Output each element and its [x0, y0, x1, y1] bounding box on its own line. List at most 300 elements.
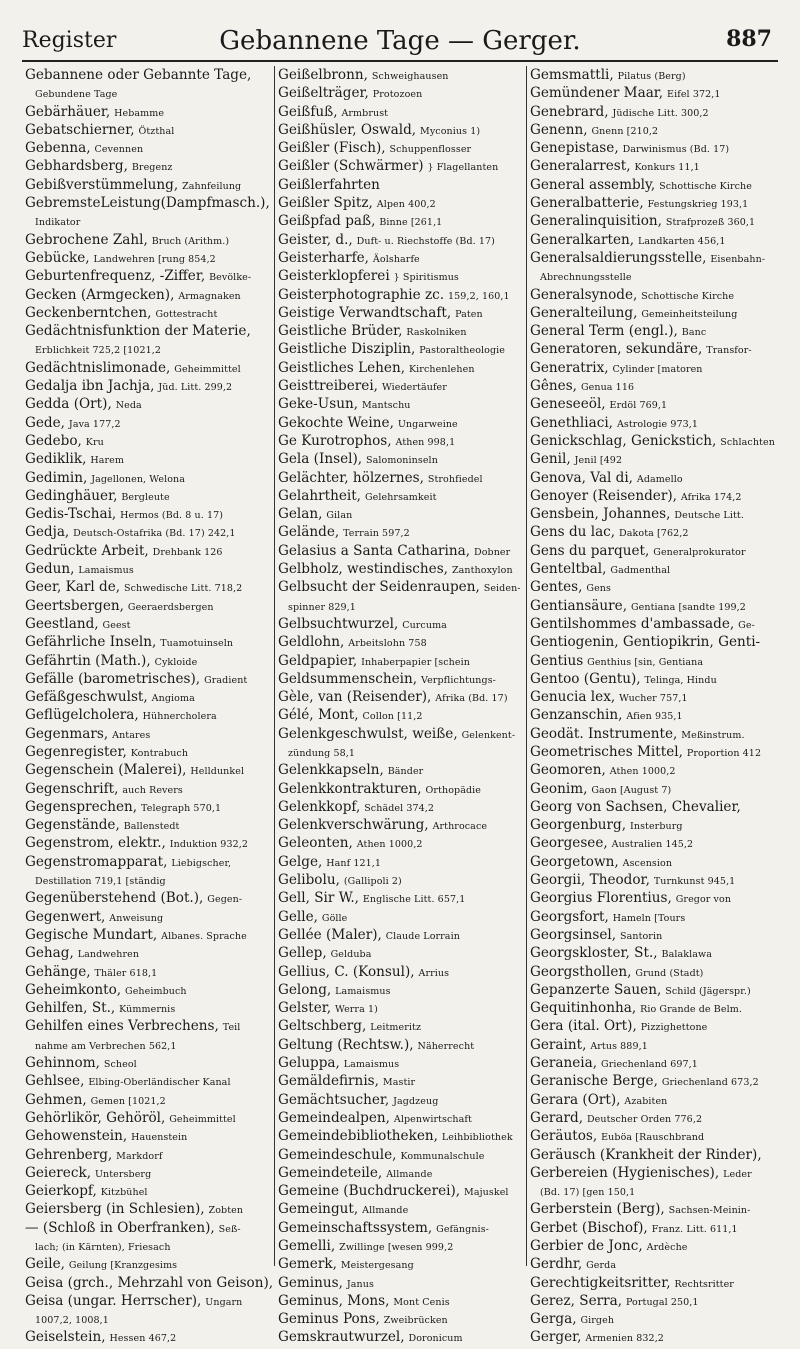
entry-headword: Geldlohn,	[278, 634, 345, 651]
index-entry	[278, 212, 523, 230]
entry-reference: spinner 829,1	[288, 601, 356, 613]
entry-reference: Hauenstein	[131, 1132, 188, 1144]
index-entry	[530, 212, 775, 230]
index-entry	[25, 1127, 271, 1145]
entry-reference: Harem	[90, 455, 124, 467]
entry-headword: Gegenschrift,	[25, 780, 119, 797]
index-entry	[530, 706, 775, 724]
entry-reference: Festungskrieg 193,1	[647, 199, 749, 211]
entry-headword: Geistliche Brüder,	[278, 323, 403, 340]
entry-headword: Gefälle (barometrisches),	[25, 670, 201, 687]
index-entry	[278, 1054, 523, 1072]
entry-headword: Gegenregister,	[25, 743, 127, 760]
index-entry	[278, 1164, 523, 1182]
index-entry	[278, 84, 523, 102]
entry-reference: } Spiritismus	[393, 272, 459, 284]
entry-headword: Generalteilung,	[530, 304, 638, 321]
entry-headword: Gegensprechen,	[25, 798, 138, 815]
entry-headword: Geißfuß,	[278, 103, 338, 120]
entry-reference: Leder	[723, 1168, 752, 1180]
index-entry	[278, 304, 523, 322]
entry-reference: Deutsch-Ostafrika (Bd. 17) 242,1	[73, 528, 236, 540]
index-entry	[530, 578, 775, 596]
index-entry	[278, 1017, 523, 1035]
entry-headword: Geißelträger,	[278, 85, 369, 102]
entry-headword: Gedrückte Arbeit,	[25, 542, 149, 559]
index-entry	[278, 1328, 523, 1346]
entry-reference: Geest	[102, 619, 131, 631]
entry-headword: Georg von Sachsen, Chevalier,	[530, 798, 741, 815]
entry-reference: Portugal 250,1	[625, 1296, 699, 1308]
index-entry	[25, 615, 271, 633]
index-entry	[278, 834, 523, 852]
index-entry	[25, 816, 271, 834]
entry-headword: General assembly,	[530, 176, 656, 193]
entry-headword: Geneseeöl,	[530, 396, 606, 413]
entry-headword: Gelenkkopf,	[278, 798, 361, 815]
index-entry	[530, 908, 775, 926]
entry-headword: Geiereck,	[25, 1164, 92, 1181]
index-entry	[278, 139, 523, 157]
entry-reference: Liebigscher,	[171, 857, 232, 869]
entry-headword: Geisterklopferei	[278, 268, 390, 285]
entry-headword: Geltung (Rechtsw.),	[278, 1036, 414, 1053]
running-head-left: Register	[22, 28, 117, 53]
entry-headword: Geluppa,	[278, 1055, 340, 1072]
index-entry	[530, 157, 775, 175]
entry-reference: Gebundene Tage	[35, 89, 118, 101]
index-entry	[530, 1255, 775, 1273]
index-entry	[530, 963, 775, 981]
index-entry	[278, 1274, 523, 1292]
index-entry	[530, 1274, 775, 1292]
entry-reference: Untersberg	[94, 1168, 152, 1180]
index-entry	[530, 395, 775, 413]
entry-headword: Gedinghäuer,	[25, 487, 118, 504]
index-entry	[25, 1017, 271, 1035]
entry-reference: (Gallipoli 2)	[343, 876, 402, 888]
entry-reference: Genua 116	[580, 382, 635, 394]
entry-headword: Gelenkkontrakturen,	[278, 780, 422, 797]
entry-headword: Gellep,	[278, 945, 327, 962]
entry-headword: Gerberstein (Berg),	[530, 1201, 665, 1218]
entry-reference: Artus 889,1	[590, 1040, 648, 1052]
entry-headword: Genenn,	[530, 121, 588, 138]
index-entry	[25, 706, 271, 724]
entry-reference: Schweighausen	[371, 71, 449, 82]
entry-headword: Geisa (grch., Mehrzahl von Geison),	[25, 1274, 274, 1291]
entry-headword: Gerard,	[530, 1109, 584, 1126]
entry-headword: Geräusch (Krankheit der Rinder),	[530, 1146, 762, 1163]
entry-reference: Schwedische Litt. 718,2	[124, 583, 243, 595]
entry-reference: Allmande	[362, 1205, 409, 1217]
entry-headword: Gegenmars,	[25, 725, 109, 742]
index-entry	[25, 286, 271, 304]
index-entry	[530, 926, 775, 944]
entry-reference: Tuamotuinseln	[160, 638, 234, 650]
entry-headword: Gelände,	[278, 524, 340, 541]
index-entry	[25, 999, 271, 1017]
entry-reference: Myconius 1)	[420, 125, 481, 137]
entry-reference: Hühnercholera	[142, 711, 217, 723]
entry-reference: Janus	[346, 1278, 374, 1290]
entry-reference: auch Revers	[122, 784, 183, 796]
entry-reference: Telegraph 570,1	[141, 802, 222, 814]
index-entry	[25, 834, 271, 852]
entry-headword: Gelle,	[278, 908, 318, 925]
entry-headword: Georgsfort,	[530, 908, 609, 925]
index-entry	[278, 523, 523, 541]
entry-reference: Wucher 757,1	[619, 693, 688, 705]
index-entry	[530, 1292, 775, 1310]
entry-headword: Geraneia,	[530, 1055, 598, 1072]
index-entry	[530, 432, 775, 450]
entry-reference: Ardèche	[646, 1242, 688, 1253]
entry-headword: Gegenschein (Malerei),	[25, 762, 187, 779]
index-entry	[530, 505, 775, 523]
entry-headword: Geomoren,	[530, 762, 606, 779]
entry-headword: Geister, d.,	[278, 231, 353, 248]
entry-headword: Gell, Sir W.,	[278, 890, 359, 907]
entry-reference: Abrechnungsstelle	[540, 272, 632, 284]
entry-reference: Ungarn	[205, 1296, 243, 1308]
entry-reference: Afrika 174,2	[680, 491, 742, 503]
entry-headword: Gedalja ibn Jachja,	[25, 378, 155, 395]
entry-headword: Generalarrest,	[530, 158, 631, 175]
entry-reference: Englische Litt. 657,1	[362, 894, 466, 906]
index-entry	[278, 395, 523, 413]
index-entry	[530, 377, 775, 395]
entry-headword: Gefährtin (Math.),	[25, 652, 151, 669]
entry-reference: Wiedertäufer	[381, 382, 447, 394]
entry-reference: Doronicum	[408, 1333, 463, 1345]
entry-reference: Landkarten 456,1	[638, 235, 726, 247]
entry-reference: Alpenwirtschaft	[393, 1113, 472, 1125]
entry-headword: Gedis-Tschai,	[25, 506, 117, 523]
entry-reference: Gottestracht	[155, 308, 218, 320]
entry-headword: Gequitinhonha,	[530, 1000, 637, 1017]
entry-reference: Lamaismus	[78, 565, 134, 577]
index-entry	[530, 231, 775, 249]
index-entry	[25, 322, 271, 340]
entry-headword: Gehlsee,	[25, 1073, 85, 1090]
entry-reference: Antares	[112, 729, 151, 741]
entry-headword: Gehowenstein,	[25, 1128, 128, 1145]
entry-headword: Geonim,	[530, 780, 588, 797]
entry-headword: Gélé, Mont,	[278, 707, 359, 724]
entry-reference: Hebamme	[114, 107, 165, 119]
entry-headword: Geile,	[25, 1256, 65, 1273]
entry-headword: Geisa (ungar. Herrscher),	[25, 1292, 202, 1309]
index-entry	[530, 670, 775, 688]
entry-headword: Geisttreiberei,	[278, 378, 379, 395]
index-entry	[530, 139, 775, 157]
entry-reference: Schädel 374,2	[364, 802, 435, 814]
index-entry	[25, 1091, 271, 1109]
index-entry	[25, 1072, 271, 1090]
index-entry	[530, 688, 775, 706]
entry-headword: Gerger,	[530, 1329, 582, 1346]
index-column-3	[526, 66, 778, 1346]
entry-headword: Geer, Karl de,	[25, 579, 121, 596]
entry-headword: Gemelli,	[278, 1238, 336, 1254]
entry-headword: Gehänge,	[25, 963, 91, 980]
entry-reference: Deutsche Litt.	[674, 510, 744, 522]
index-entry	[278, 414, 523, 432]
index-entry	[530, 1182, 775, 1200]
entry-reference: Gaon [August 7)	[591, 784, 672, 796]
entry-headword: Gemäldefirnis,	[278, 1073, 379, 1090]
entry-headword: Gemeindealpen,	[278, 1109, 390, 1126]
entry-headword: Geburtenfrequenz, -Ziffer,	[25, 268, 206, 285]
entry-headword: Genzanschin,	[530, 707, 623, 724]
entry-headword: Gelächter, hölzernes,	[278, 469, 424, 486]
index-entry	[530, 176, 775, 194]
entry-headword: Geiselstein,	[25, 1329, 106, 1346]
entry-headword: Geistige Verwandtschaft,	[278, 304, 452, 321]
entry-reference: Jüdische Litt. 300,2	[612, 107, 709, 119]
index-entry	[25, 450, 271, 468]
entry-reference: Cevennen	[94, 144, 144, 156]
entry-reference: Pizzighettone	[640, 1022, 708, 1034]
entry-reference: Erdöl 769,1	[609, 400, 668, 412]
entry-reference: Mantschu	[361, 400, 411, 412]
index-entry	[278, 359, 523, 377]
index-entry	[25, 1237, 271, 1255]
entry-reference: Markdorf	[116, 1150, 163, 1162]
index-entry	[278, 963, 523, 981]
entry-headword: General Term (engl.),	[530, 323, 678, 340]
index-entry	[278, 1146, 523, 1164]
entry-headword: Gegenstände,	[25, 817, 120, 834]
index-entry	[278, 652, 523, 670]
index-entry	[25, 560, 271, 578]
entry-reference: Kümmernis	[119, 1004, 176, 1016]
index-entry	[25, 670, 271, 688]
entry-headword: Gerbier de Jonc,	[530, 1238, 643, 1254]
index-entry	[25, 231, 271, 249]
index-entry	[278, 926, 523, 944]
index-entry	[530, 487, 775, 505]
entry-reference: Armagnaken	[178, 290, 241, 302]
entry-reference: Majuskel	[464, 1187, 509, 1199]
entry-headword: Geißlerfahrten	[278, 176, 380, 193]
entry-reference: Banc	[681, 327, 707, 339]
entry-reference: Inhaberpapier [schein	[361, 656, 470, 668]
entry-headword: Geldsummenschein,	[278, 670, 418, 687]
index-entry	[530, 194, 775, 212]
entry-reference: Athen 1000,2	[609, 766, 676, 778]
entry-reference: Telinga, Hindu	[644, 674, 717, 686]
entry-headword: Gemeinschaftssystem,	[278, 1219, 433, 1236]
index-entry	[25, 84, 271, 102]
entry-reference: Jenil [492	[574, 455, 623, 467]
index-entry	[530, 853, 775, 871]
entry-reference: Destillation 719,1 [ständig	[35, 876, 166, 888]
entry-reference: Gemen [1021,2	[90, 1095, 166, 1107]
entry-headword: Gentilshommes d'ambassade,	[530, 615, 735, 632]
entry-reference: Drehbank 126	[152, 546, 223, 558]
entry-reference: Dakota [762,2	[619, 528, 689, 540]
entry-headword: Gediklik,	[25, 451, 87, 468]
index-entry	[25, 1182, 271, 1200]
index-entry	[530, 1328, 775, 1346]
index-entry	[530, 304, 775, 322]
index-entry	[278, 780, 523, 798]
entry-headword: Georgetown,	[530, 853, 619, 870]
entry-reference: Zwillinge [wesen 999,2	[339, 1242, 454, 1253]
index-entry	[25, 395, 271, 413]
index-entry	[530, 871, 775, 889]
index-entry	[25, 176, 271, 194]
entry-reference: Kommunalschule	[400, 1150, 485, 1162]
index-entry	[278, 615, 523, 633]
entry-reference: Geheimbuch	[125, 985, 187, 997]
entry-headword: Geltschberg,	[278, 1018, 367, 1035]
index-entry	[278, 560, 523, 578]
entry-headword: Gepanzerte Sauen,	[530, 981, 662, 998]
entry-reference: Afien 935,1	[626, 711, 683, 723]
index-entry	[530, 560, 775, 578]
entry-headword: Gebenna,	[25, 140, 91, 157]
index-entry	[278, 450, 523, 468]
entry-headword: Genebrard,	[530, 103, 609, 120]
page-number: 887	[726, 26, 772, 52]
entry-headword: Geestland,	[25, 615, 99, 632]
entry-headword: Gentius	[530, 652, 584, 669]
entry-reference: Salomoninseln	[366, 455, 438, 467]
entry-reference: Rio Grande de Belm.	[640, 1004, 742, 1016]
entry-reference: Athen 1000,2	[356, 839, 423, 851]
entry-headword: Geldpapier,	[278, 652, 358, 669]
index-entry	[25, 377, 271, 395]
entry-reference: Rechtsritter	[674, 1278, 734, 1290]
entry-headword: Genova, Val di,	[530, 469, 633, 486]
index-entry	[530, 743, 775, 761]
index-entry	[278, 1310, 523, 1328]
index-entry	[530, 1091, 775, 1109]
index-entry	[25, 340, 271, 358]
index-entry	[25, 633, 271, 651]
entry-headword: Geheimkonto,	[25, 981, 122, 998]
index-entry	[25, 212, 271, 230]
index-entry	[530, 725, 775, 743]
entry-headword: Geminus Pons,	[278, 1311, 380, 1328]
index-entry	[278, 1292, 523, 1310]
index-entry	[278, 816, 523, 834]
entry-reference: Astrologie 973,1	[616, 418, 699, 430]
entry-headword: Gellée (Maler),	[278, 926, 382, 943]
entry-reference: Anweisung	[109, 912, 164, 924]
index-entry	[278, 908, 523, 926]
entry-reference: Generalprokurator	[653, 546, 746, 558]
entry-headword: Generalinquisition,	[530, 213, 662, 230]
index-entry	[530, 121, 775, 139]
entry-reference: Jagdzeug	[393, 1095, 439, 1107]
index-entry	[278, 743, 523, 761]
index-entry	[530, 249, 775, 267]
entry-headword: Gehmen,	[25, 1091, 87, 1108]
index-entry	[278, 249, 523, 267]
entry-headword: Gèle, van (Reisender),	[278, 689, 432, 706]
entry-headword: Geke-Usun,	[278, 396, 359, 413]
entry-headword: Georgesee,	[530, 835, 608, 852]
index-entry	[25, 1109, 271, 1127]
entry-headword: Gelahrtheit,	[278, 487, 362, 504]
entry-reference: Werra 1)	[334, 1004, 378, 1016]
entry-reference: Deutscher Orden 776,2	[586, 1113, 703, 1125]
entry-headword: Gerara (Ort),	[530, 1091, 621, 1108]
entry-reference: Ötzthal	[138, 125, 175, 137]
index-entry	[25, 1200, 271, 1218]
entry-headword: Geräutos,	[530, 1128, 598, 1145]
entry-headword: Geistliches Lehen,	[278, 359, 406, 376]
entry-reference: Australien 145,2	[611, 839, 694, 851]
entry-reference: Pastoraltheologie	[419, 345, 506, 357]
entry-headword: Gefährliche Inseln,	[25, 634, 157, 651]
entry-headword: Genepistase,	[530, 140, 619, 157]
entry-headword: Geierkopf,	[25, 1183, 97, 1200]
entry-reference: 1007,2, 1008,1	[35, 1315, 109, 1327]
entry-headword: Generatoren, sekundäre,	[530, 341, 703, 358]
entry-headword: Gefäßgeschwulst,	[25, 689, 148, 706]
entry-reference: Terrain 597,2	[343, 528, 410, 540]
entry-reference: Scheol	[103, 1059, 137, 1071]
entry-reference: Adamello	[636, 473, 683, 485]
entry-headword: Geodät. Instrumente,	[530, 725, 678, 742]
entry-reference: Schottische Kirche	[659, 180, 752, 192]
entry-reference: Zanthoxylon	[451, 565, 513, 577]
entry-headword: Gehinnom,	[25, 1055, 100, 1072]
index-entry	[25, 1274, 274, 1292]
entry-reference: Elbing-Oberländischer Kanal	[88, 1077, 231, 1089]
index-entry	[25, 121, 271, 139]
entry-reference: Seß-	[218, 1223, 241, 1235]
entry-reference: Kirchenlehen	[408, 363, 475, 375]
entry-headword: Gens du lac,	[530, 524, 616, 541]
entry-reference: Schild (Jägerspr.)	[665, 985, 751, 997]
entry-headword: Gehörlikör, Gehöröl,	[25, 1109, 166, 1126]
entry-headword: Genteltbal,	[530, 561, 607, 578]
index-entry	[25, 505, 271, 523]
entry-reference: Genthius [sin, Gentiana	[587, 656, 704, 668]
index-entry	[25, 908, 271, 926]
index-entry	[25, 66, 271, 84]
entry-headword: Geißler Spitz,	[278, 195, 373, 212]
index-entry	[25, 944, 271, 962]
index-entry	[25, 853, 271, 871]
entry-reference: Kru	[85, 436, 104, 448]
entry-reference: Gregor von	[675, 894, 732, 906]
entry-reference: Allmande	[386, 1168, 433, 1180]
entry-reference: Griechenland 673,2	[661, 1077, 759, 1089]
index-entry	[25, 1255, 271, 1273]
entry-reference: Schuppenflosser	[389, 144, 472, 156]
entry-headword: Gebannene oder Gebannte Tage,	[25, 67, 252, 83]
entry-reference: Gefängnis-	[436, 1223, 489, 1235]
index-entry	[530, 103, 775, 121]
entry-reference: Raskolniken	[406, 327, 467, 339]
entry-reference: 159,2, 160,1	[448, 290, 510, 302]
index-entry	[530, 1036, 775, 1054]
entry-headword: GebremsteLeistung(Dampfmasch.),	[25, 195, 270, 212]
entry-reference: Strafprozeß 360,1	[665, 217, 756, 229]
index-entry	[25, 798, 271, 816]
entry-headword: Gemündener Maar,	[530, 85, 664, 102]
entry-headword: Gensbein, Johannes,	[530, 506, 671, 523]
index-entry	[530, 652, 775, 670]
index-entry	[278, 157, 523, 175]
